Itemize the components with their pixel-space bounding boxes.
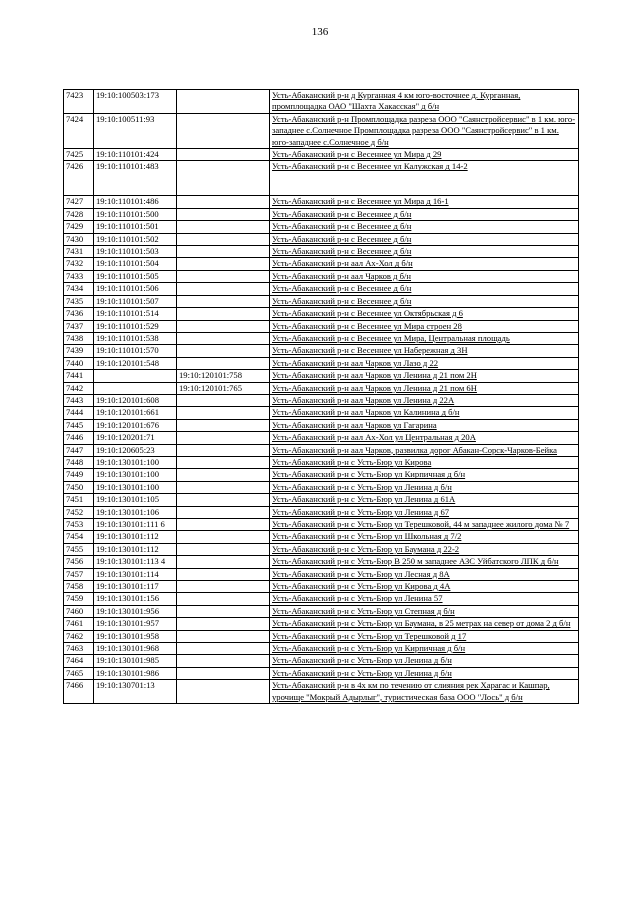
cadastral-number-cell: 19:10:130101:100 <box>94 469 177 481</box>
cadastral-number-alt-cell <box>177 419 270 431</box>
cadastral-number-alt-cell <box>177 332 270 344</box>
table-row <box>64 113 579 148</box>
row-number-cell: 7439 <box>64 345 94 357</box>
row-number-cell: 7459 <box>64 593 94 605</box>
row-number-cell: 7442 <box>64 382 94 394</box>
table-row <box>64 270 579 282</box>
cadastral-number-cell: 19:10:110101:529 <box>94 320 177 332</box>
cadastral-number-cell: 19:10:110101:570 <box>94 345 177 357</box>
cadastral-number-alt-cell <box>177 494 270 506</box>
table-row <box>64 295 579 307</box>
address-cell: Усть-Абаканский р-н с Весеннее д б/н <box>270 208 579 220</box>
cadastral-number-alt-cell <box>177 593 270 605</box>
cadastral-number-cell: 19:10:120201:71 <box>94 432 177 444</box>
cadastral-number-cell: 19:10:100511:93 <box>94 113 177 148</box>
cadastral-number-cell: 19:10:120101:608 <box>94 394 177 406</box>
address-cell: Усть-Абаканский р-н с Усть-Бюр ул Ленина д б/н <box>270 667 579 679</box>
row-number-cell: 7437 <box>64 320 94 332</box>
cadastral-number-alt-cell <box>177 605 270 617</box>
row-number-cell: 7460 <box>64 605 94 617</box>
address-cell: Усть-Абаканский р-н с Весеннее ул Мира, Центральная площадь <box>270 332 579 344</box>
cadastral-number-cell: 19:10:110101:501 <box>94 221 177 233</box>
row-number-cell: 7455 <box>64 543 94 555</box>
table-row <box>64 494 579 506</box>
row-number-cell: 7466 <box>64 680 94 704</box>
table-row <box>64 618 579 630</box>
cadastral-number-alt-cell <box>177 432 270 444</box>
cadastral-number-cell <box>94 370 177 382</box>
cadastral-number-cell: 19:10:110101:504 <box>94 258 177 270</box>
row-number-cell: 7435 <box>64 295 94 307</box>
cadastral-number-alt-cell <box>177 196 270 208</box>
cadastral-number-cell: 19:10:130101:156 <box>94 593 177 605</box>
table-row <box>64 233 579 245</box>
table-row <box>64 394 579 406</box>
address-cell: Усть-Абаканский р-н аал Ах-Хол д б/н <box>270 258 579 270</box>
cadastral-number-cell: 19:10:130101:986 <box>94 667 177 679</box>
cadastral-number-cell: 19:10:120605:23 <box>94 444 177 456</box>
cadastral-number-alt-cell <box>177 444 270 456</box>
cadastral-number-alt-cell <box>177 233 270 245</box>
cadastral-number-cell: 19:10:120101:676 <box>94 419 177 431</box>
cadastral-number-alt-cell: 19:10:120101:765 <box>177 382 270 394</box>
cadastral-number-alt-cell <box>177 506 270 518</box>
address-cell: Усть-Абаканский р-н с Усть-Бюр В 250 м западнее АЗС Уйбатского ЛПК д б/н <box>270 556 579 568</box>
address-cell: Усть-Абаканский р-н с Усть-Бюр ул Кирпичная д б/н <box>270 469 579 481</box>
cadastral-number-cell: 19:10:130101:105 <box>94 494 177 506</box>
row-number-cell: 7426 <box>64 161 94 196</box>
address-cell: Усть-Абаканский р-н аал Чарков ул Ленина д 21 пом 2Н <box>270 370 579 382</box>
row-number-cell: 7454 <box>64 531 94 543</box>
cadastral-number-cell: 19:10:130101:985 <box>94 655 177 667</box>
table-row <box>64 543 579 555</box>
row-number-cell: 7452 <box>64 506 94 518</box>
row-number-cell: 7432 <box>64 258 94 270</box>
address-cell: Усть-Абаканский р-н с Усть-Бюр ул Терешковой, 44 м западнее жилого дома № 7 <box>270 519 579 531</box>
table-row <box>64 161 579 196</box>
row-number-cell: 7427 <box>64 196 94 208</box>
cadastral-number-alt-cell <box>177 208 270 220</box>
address-cell: Усть-Абаканский р-н Промплощадка разреза ООО "Саянстройсервис" в 1 км. юго-западнее с.Солнечное Промплощадка разреза ООО "Саянстройсервис" в 1 км. юго-западнее с.Солнечное д б/н <box>270 113 579 148</box>
cadastral-number-alt-cell <box>177 643 270 655</box>
table-row <box>64 444 579 456</box>
row-number-cell: 7456 <box>64 556 94 568</box>
address-cell: Усть-Абаканский р-н аал Чарков ул Ленина д 22А <box>270 394 579 406</box>
address-cell: Усть-Абаканский р-н с Усть-Бюр ул Ленина д б/н <box>270 655 579 667</box>
cadastral-number-alt-cell: 19:10:120101:758 <box>177 370 270 382</box>
row-number-cell: 7425 <box>64 149 94 161</box>
table-row <box>64 149 579 161</box>
address-cell: Усть-Абаканский р-н с Усть-Бюр ул Кирова д 4А <box>270 581 579 593</box>
cadastral-number-alt-cell <box>177 357 270 369</box>
cadastral-number-cell: 19:10:110101:486 <box>94 196 177 208</box>
cadastral-number-alt-cell <box>177 568 270 580</box>
table-row <box>64 246 579 258</box>
row-number-cell: 7428 <box>64 208 94 220</box>
cadastral-number-alt-cell <box>177 543 270 555</box>
table-row <box>64 456 579 468</box>
row-number-cell: 7446 <box>64 432 94 444</box>
cadastral-number-cell: 19:10:110101:507 <box>94 295 177 307</box>
cadastral-number-cell: 19:10:130101:111 6 <box>94 519 177 531</box>
row-number-cell: 7433 <box>64 270 94 282</box>
page-number: 136 <box>311 26 329 38</box>
address-cell: Усть-Абаканский р-н аал Чарков ул Калинина д б/н <box>270 407 579 419</box>
address-cell: Усть-Абаканский р-н с Усть-Бюр ул Ленина д 67 <box>270 506 579 518</box>
cadastral-number-cell: 19:10:130101:114 <box>94 568 177 580</box>
cadastral-number-cell: 19:10:110101:538 <box>94 332 177 344</box>
cadastral-number-cell: 19:10:130101:958 <box>94 630 177 642</box>
address-cell: Усть-Абаканский р-н с Весеннее д б/н <box>270 233 579 245</box>
table-row <box>64 605 579 617</box>
cadastral-number-cell: 19:10:130101:106 <box>94 506 177 518</box>
registry-table <box>63 89 579 704</box>
table-row <box>64 208 579 220</box>
table-row <box>64 357 579 369</box>
address-cell: Усть-Абаканский р-н с Весеннее ул Мира д 16-1 <box>270 196 579 208</box>
address-cell: Усть-Абаканский р-н аал Чарков ул Лазо д 22 <box>270 357 579 369</box>
table-row <box>64 667 579 679</box>
cadastral-number-alt-cell <box>177 270 270 282</box>
address-cell: Усть-Абаканский р-н аал Чарков ул Гагарина <box>270 419 579 431</box>
address-cell: Усть-Абаканский р-н с Усть-Бюр ул Баумана д 22-2 <box>270 543 579 555</box>
row-number-cell: 7458 <box>64 581 94 593</box>
cadastral-number-cell: 19:10:110101:506 <box>94 283 177 295</box>
cadastral-number-alt-cell <box>177 469 270 481</box>
table-row <box>64 370 579 382</box>
address-cell: Усть-Абаканский р-н аал Чарков ул Ленина д 21 пом 6Н <box>270 382 579 394</box>
cadastral-number-alt-cell <box>177 283 270 295</box>
address-cell: Усть-Абаканский р-н с Усть-Бюр ул Лесная д 8А <box>270 568 579 580</box>
row-number-cell: 7423 <box>64 90 94 114</box>
address-cell: Усть-Абаканский р-н с Весеннее д б/н <box>270 221 579 233</box>
row-number-cell: 7436 <box>64 308 94 320</box>
cadastral-number-alt-cell <box>177 481 270 493</box>
table-row <box>64 320 579 332</box>
cadastral-number-alt-cell <box>177 556 270 568</box>
row-number-cell: 7462 <box>64 630 94 642</box>
row-number-cell: 7448 <box>64 456 94 468</box>
cadastral-number-alt-cell <box>177 407 270 419</box>
cadastral-number-cell: 19:10:120101:548 <box>94 357 177 369</box>
cadastral-number-cell: 19:10:110101:503 <box>94 246 177 258</box>
cadastral-number-cell: 19:10:110101:514 <box>94 308 177 320</box>
table-row <box>64 419 579 431</box>
address-cell: Усть-Абаканский р-н с Весеннее д б/н <box>270 246 579 258</box>
cadastral-number-alt-cell <box>177 680 270 704</box>
cadastral-number-cell: 19:10:130101:957 <box>94 618 177 630</box>
cadastral-number-alt-cell <box>177 456 270 468</box>
table-row <box>64 90 579 114</box>
address-cell: Усть-Абаканский р-н с Усть-Бюр ул Ленина д 61А <box>270 494 579 506</box>
table-row <box>64 643 579 655</box>
row-number-cell: 7461 <box>64 618 94 630</box>
row-number-cell: 7430 <box>64 233 94 245</box>
cadastral-number-cell: 19:10:130101:112 <box>94 543 177 555</box>
cadastral-number-cell: 19:10:130101:112 <box>94 531 177 543</box>
row-number-cell: 7450 <box>64 481 94 493</box>
row-number-cell: 7429 <box>64 221 94 233</box>
cadastral-number-alt-cell <box>177 667 270 679</box>
table-row <box>64 258 579 270</box>
cadastral-number-cell <box>94 382 177 394</box>
registry-body <box>64 90 579 704</box>
table-row <box>64 407 579 419</box>
cadastral-number-alt-cell <box>177 519 270 531</box>
cadastral-number-cell: 19:10:130101:968 <box>94 643 177 655</box>
table-row <box>64 432 579 444</box>
cadastral-number-alt-cell <box>177 630 270 642</box>
cadastral-number-alt-cell <box>177 581 270 593</box>
row-number-cell: 7441 <box>64 370 94 382</box>
table-row <box>64 568 579 580</box>
address-cell: Усть-Абаканский р-н с Усть-Бюр ул Баумана, в 25 метрах на север от дома 2 д б/н <box>270 618 579 630</box>
address-cell: Усть-Абаканский р-н в 4х км по течению от слияния рек Харагас и Кашпар, урочище "Мокрый Адырлыг", туристическая база ООО "Лось" д б/н <box>270 680 579 704</box>
row-number-cell: 7464 <box>64 655 94 667</box>
cadastral-number-alt-cell <box>177 246 270 258</box>
table-row <box>64 593 579 605</box>
cadastral-number-cell: 19:10:130101:100 <box>94 456 177 468</box>
cadastral-number-cell: 19:10:130701:13 <box>94 680 177 704</box>
address-cell: Усть-Абаканский р-н с Усть-Бюр ул Терешковой д 17 <box>270 630 579 642</box>
row-number-cell: 7449 <box>64 469 94 481</box>
row-number-cell: 7447 <box>64 444 94 456</box>
cadastral-number-cell: 19:10:130101:117 <box>94 581 177 593</box>
row-number-cell: 7440 <box>64 357 94 369</box>
cadastral-number-alt-cell <box>177 655 270 667</box>
row-number-cell: 7444 <box>64 407 94 419</box>
row-number-cell: 7465 <box>64 667 94 679</box>
row-number-cell: 7453 <box>64 519 94 531</box>
address-cell: Усть-Абаканский р-н с Усть-Бюр ул Кирова <box>270 456 579 468</box>
address-cell: Усть-Абаканский р-н аал Чарков, развилка дорог Абакан-Сорск-Чарков-Бейка <box>270 444 579 456</box>
table-row <box>64 283 579 295</box>
cadastral-number-alt-cell <box>177 308 270 320</box>
cadastral-number-cell: 19:10:110101:483 <box>94 161 177 196</box>
row-number-cell: 7457 <box>64 568 94 580</box>
address-cell: Усть-Абаканский р-н с Весеннее ул Мира строен 28 <box>270 320 579 332</box>
row-number-cell: 7463 <box>64 643 94 655</box>
cadastral-number-alt-cell <box>177 295 270 307</box>
address-cell: Усть-Абаканский р-н с Весеннее ул Набережная д 3Н <box>270 345 579 357</box>
table-row <box>64 556 579 568</box>
cadastral-number-alt-cell <box>177 345 270 357</box>
row-number-cell: 7434 <box>64 283 94 295</box>
table-row <box>64 196 579 208</box>
cadastral-number-alt-cell <box>177 90 270 114</box>
address-cell: Усть-Абаканский р-н аал Ах-Хол ул Центральная д 20А <box>270 432 579 444</box>
cadastral-number-cell: 19:10:130101:956 <box>94 605 177 617</box>
table-row <box>64 308 579 320</box>
cadastral-number-alt-cell <box>177 161 270 196</box>
table-row <box>64 345 579 357</box>
cadastral-number-alt-cell <box>177 221 270 233</box>
row-number-cell: 7443 <box>64 394 94 406</box>
address-cell: Усть-Абаканский р-н с Усть-Бюр ул Степная д б/н <box>270 605 579 617</box>
cadastral-number-alt-cell <box>177 531 270 543</box>
cadastral-number-cell: 19:10:110101:502 <box>94 233 177 245</box>
address-cell: Усть-Абаканский р-н с Весеннее д б/н <box>270 295 579 307</box>
table-row <box>64 519 579 531</box>
table-row <box>64 531 579 543</box>
table-row <box>64 332 579 344</box>
table-row <box>64 581 579 593</box>
cadastral-number-alt-cell <box>177 394 270 406</box>
table-row <box>64 481 579 493</box>
cadastral-number-cell: 19:10:110101:424 <box>94 149 177 161</box>
cadastral-number-cell: 19:10:120101:661 <box>94 407 177 419</box>
row-number-cell: 7424 <box>64 113 94 148</box>
address-cell: Усть-Абаканский р-н с Весеннее ул Калужская д 14-2 <box>270 161 579 196</box>
table-row <box>64 506 579 518</box>
table-row <box>64 469 579 481</box>
address-cell: Усть-Абаканский р-н с Весеннее ул Октябрьская д 6 <box>270 308 579 320</box>
cadastral-number-cell: 19:10:110101:500 <box>94 208 177 220</box>
address-cell: Усть-Абаканский р-н с Усть-Бюр ул Школьная д 7/2 <box>270 531 579 543</box>
row-number-cell: 7445 <box>64 419 94 431</box>
table-row <box>64 382 579 394</box>
table-row <box>64 655 579 667</box>
table-row <box>64 630 579 642</box>
row-number-cell: 7431 <box>64 246 94 258</box>
address-cell: Усть-Абаканский р-н д Курганная 4 км юго-восточнее д. Курганная, промплощадка ОАО "Шахта Хакасская" д б/н <box>270 90 579 114</box>
address-cell: Усть-Абаканский р-н с Усть-Бюр ул Ленина д б/н <box>270 481 579 493</box>
address-cell: Усть-Абаканский р-н с Усть-Бюр ул Ленина 57 <box>270 593 579 605</box>
address-cell: Усть-Абаканский р-н аал Чарков д б/н <box>270 270 579 282</box>
table-row <box>64 680 579 704</box>
cadastral-number-cell: 19:10:130101:100 <box>94 481 177 493</box>
address-cell: Усть-Абаканский р-н с Усть-Бюр ул Кирпичная д б/н <box>270 643 579 655</box>
cadastral-number-cell: 19:10:130101:113 4 <box>94 556 177 568</box>
cadastral-number-alt-cell <box>177 149 270 161</box>
cadastral-number-cell: 19:10:100503:173 <box>94 90 177 114</box>
cadastral-number-alt-cell <box>177 113 270 148</box>
cadastral-number-alt-cell <box>177 320 270 332</box>
cadastral-number-cell: 19:10:110101:505 <box>94 270 177 282</box>
address-cell: Усть-Абаканский р-н с Весеннее д б/н <box>270 283 579 295</box>
cadastral-number-alt-cell <box>177 258 270 270</box>
row-number-cell: 7438 <box>64 332 94 344</box>
address-cell: Усть-Абаканский р-н с Весеннее ул Мира д 29 <box>270 149 579 161</box>
row-number-cell: 7451 <box>64 494 94 506</box>
cadastral-number-alt-cell <box>177 618 270 630</box>
table-row <box>64 221 579 233</box>
